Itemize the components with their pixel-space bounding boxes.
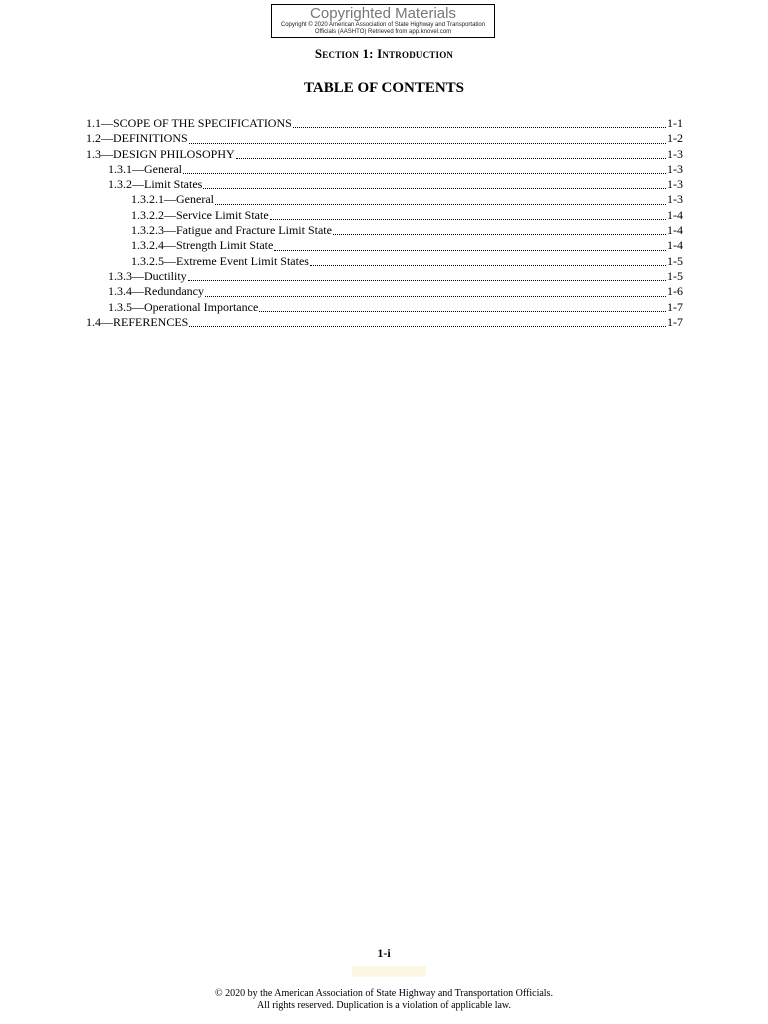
toc-entry-page: 1-6 bbox=[667, 284, 683, 299]
toc-leader-dots bbox=[189, 143, 666, 144]
footer bbox=[0, 988, 768, 1012]
toc-entry[interactable] bbox=[86, 254, 683, 269]
toc-entry-page: 1-1 bbox=[667, 116, 683, 130]
toc-leader-dots bbox=[188, 280, 666, 281]
toc-entry[interactable] bbox=[86, 177, 683, 192]
toc-entry-label: 1.3.5—Operational Importance bbox=[108, 299, 259, 314]
toc-entry-page: 1-5 bbox=[667, 253, 683, 268]
toc-leader-dots bbox=[270, 219, 666, 220]
footer-line-2: All rights reserved. Duplication is a violation of applicable law. bbox=[256, 1000, 511, 1011]
toc-entry-label: 1.4—REFERENCES bbox=[86, 314, 189, 329]
toc-entry-page: 1-3 bbox=[667, 161, 683, 176]
toc-entry-label: 1.3.2.4—Strength Limit State bbox=[131, 238, 274, 253]
toc-entry-label: 1.2—DEFINITIONS bbox=[86, 131, 188, 146]
toc-entry-label: 1.3.2—Limit States bbox=[108, 177, 203, 192]
toc-entry-page: 1-3 bbox=[667, 192, 683, 207]
toc-entry-label: 1.3.2.2—Service Limit State bbox=[131, 207, 269, 222]
toc-leader-dots bbox=[183, 173, 666, 174]
toc-entry-label: 1.3.4—Redundancy bbox=[108, 284, 204, 299]
toc-entry[interactable] bbox=[86, 315, 683, 330]
toc-entry-page: 1-4 bbox=[667, 223, 683, 238]
toc-entry[interactable] bbox=[86, 300, 683, 315]
stamp-line-2: Officials (AASHTO) Retrieved from app.knovel.com bbox=[314, 29, 452, 35]
toc-entry-label: 1.3.1—General bbox=[108, 161, 182, 176]
toc-entry[interactable] bbox=[86, 208, 683, 223]
toc-entry[interactable] bbox=[86, 131, 683, 146]
toc-entry-label: 1.3.2.1—General bbox=[131, 192, 214, 207]
toc-leader-dots bbox=[205, 296, 666, 297]
toc-entry-label: 1.1—SCOPE OF THE SPECIFICATIONS bbox=[86, 116, 292, 130]
toc-entry-page: 1-7 bbox=[667, 299, 683, 314]
toc-entry[interactable] bbox=[86, 238, 683, 253]
toc-entry[interactable] bbox=[86, 116, 683, 131]
toc-entry[interactable] bbox=[86, 192, 683, 207]
toc-leader-dots bbox=[215, 204, 666, 205]
footer-line-1: © 2020 by the American Association of State Highway and Transportation Officials. bbox=[215, 988, 553, 999]
toc-leader-dots bbox=[259, 311, 666, 312]
table-of-contents bbox=[86, 116, 683, 330]
copyright-stamp bbox=[271, 4, 495, 38]
toc-leader-dots bbox=[274, 250, 666, 251]
toc-leader-dots bbox=[203, 188, 666, 189]
stamp-title: Copyrighted Materials bbox=[310, 5, 456, 22]
toc-leader-dots bbox=[189, 326, 666, 327]
toc-entry-label: 1.3—DESIGN PHILOSOPHY bbox=[86, 146, 235, 161]
toc-entry-page: 1-7 bbox=[667, 314, 683, 329]
toc-entry-page: 1-2 bbox=[667, 131, 683, 146]
toc-entry[interactable] bbox=[86, 147, 683, 162]
toc-title: TABLE OF CONTENTS bbox=[303, 80, 465, 96]
toc-leader-dots bbox=[236, 158, 666, 159]
toc-entry-page: 1-4 bbox=[667, 238, 683, 253]
toc-leader-dots bbox=[293, 127, 666, 128]
page-number: 1-i bbox=[377, 946, 391, 960]
toc-leader-dots bbox=[333, 234, 666, 235]
toc-entry-page: 1-5 bbox=[667, 268, 683, 283]
toc-entry-label: 1.3.2.5—Extreme Event Limit States bbox=[131, 253, 309, 268]
toc-entry[interactable] bbox=[86, 162, 683, 177]
highlight-mark bbox=[352, 966, 426, 977]
toc-entry[interactable] bbox=[86, 269, 683, 284]
toc-entry[interactable] bbox=[86, 284, 683, 299]
toc-entry-label: 1.3.2.3—Fatigue and Fracture Limit State bbox=[131, 223, 332, 238]
section-title: Section 1: Introduction bbox=[314, 46, 454, 61]
toc-leader-dots bbox=[310, 265, 666, 266]
toc-entry-page: 1-3 bbox=[667, 146, 683, 161]
toc-entry-page: 1-3 bbox=[667, 177, 683, 192]
stamp-line-1: Copyright © 2020 American Association of State Highway and Transportation bbox=[280, 22, 486, 28]
toc-entry-label: 1.3.3—Ductility bbox=[108, 268, 187, 283]
toc-entry-page: 1-4 bbox=[667, 207, 683, 222]
toc-entry[interactable] bbox=[86, 223, 683, 238]
